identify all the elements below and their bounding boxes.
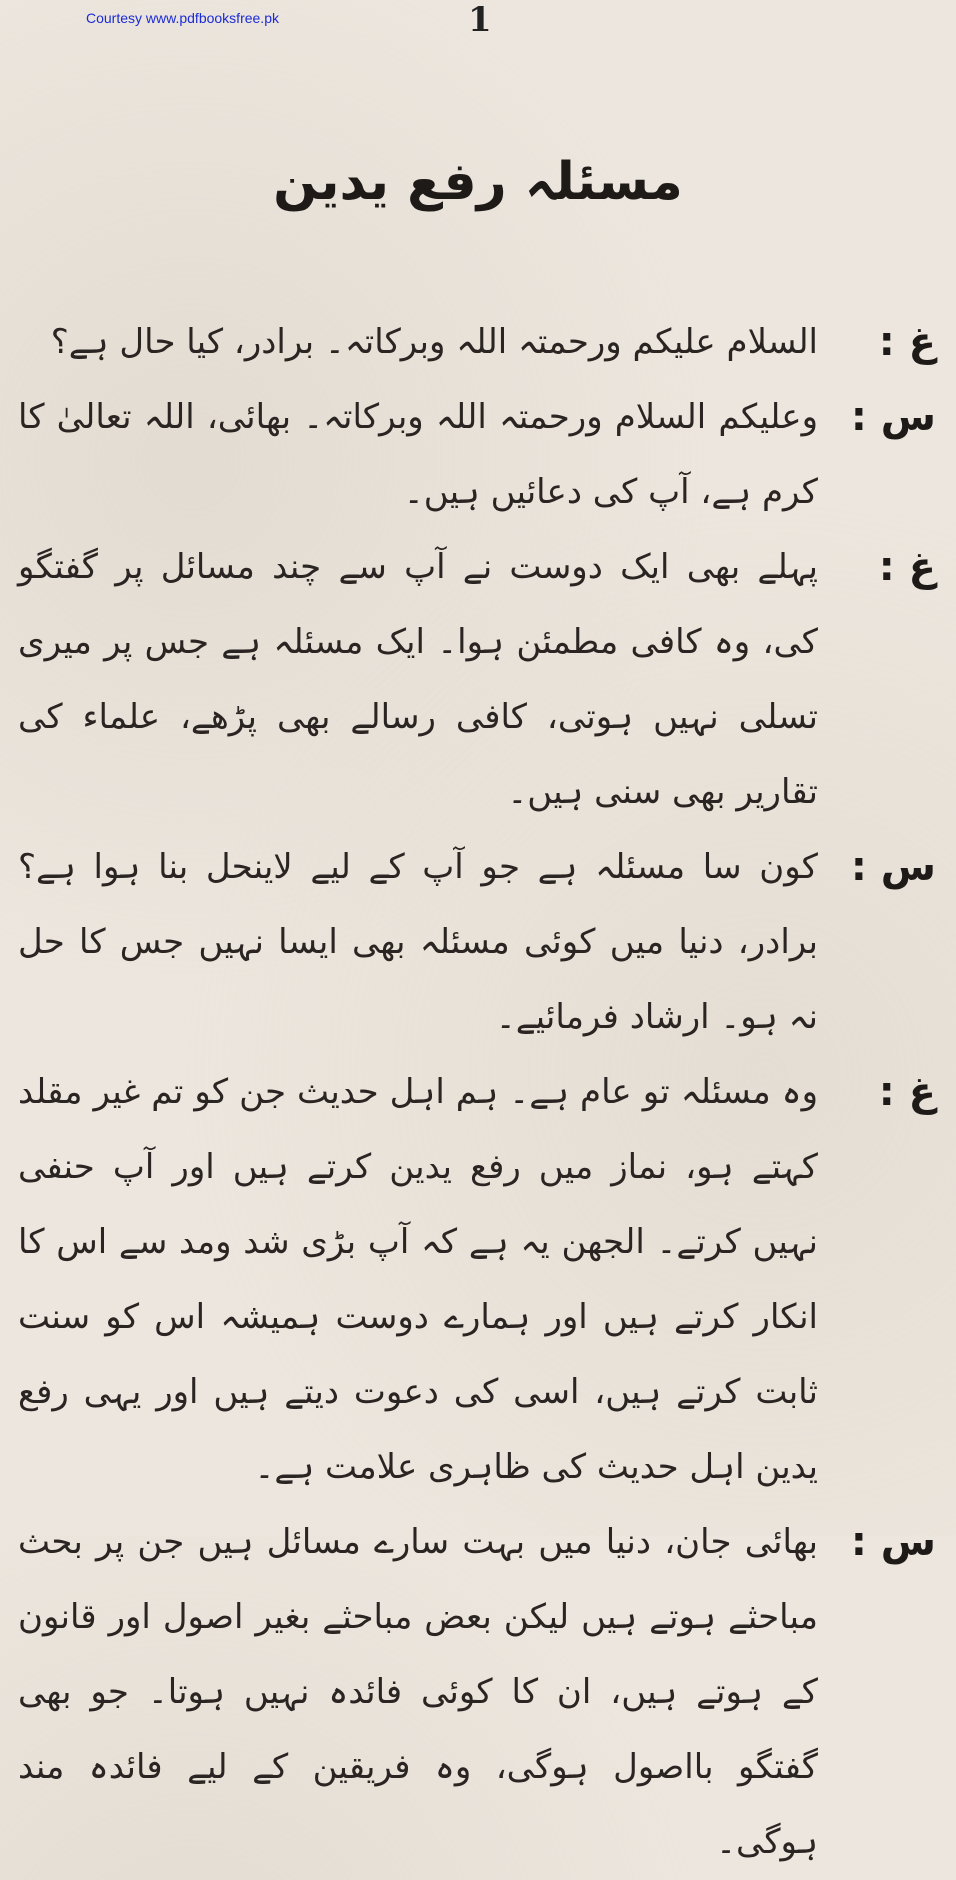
dialogue-text: السلام علیکم ورحمتہ اللہ وبرکاتہ۔ برادر، کیا حال ہے؟ [50,322,818,362]
dialogue-text: وہ مسئلہ تو عام ہے۔ ہم اہل حدیث جن کو تم غیر مقلد کہتے ہو، نماز میں رفع یدین کرتے ہیں اور آپ حنفی نہیں کرتے۔ الجھن یہ ہے کہ آپ بڑی شد ومد سے اس کا انکار کرتے ہیں اور ہمارے دوست ہمیشہ اس کو سنت ثابت کرتے ہیں، اسی کی دعوت دیتے ہیں اور یہی رفع یدین اہل حدیث کی ظاہری علامت ہے۔ [18,1072,818,1487]
dialogue-text: پہلے بھی ایک دوست نے آپ سے چند مسائل پر گفتگو کی، وہ کافی مطمئن ہوا۔ ایک مسئلہ ہے جس پر میری تسلی نہیں ہوتی، کافی رسالے بھی پڑھے، علماء کی تقاریر بھی سنی ہیں۔ [18,547,818,812]
chapter-title: مسئلہ رفع یدین [273,152,683,212]
dialogue-text: وعلیکم السلام ورحمتہ اللہ وبرکاتہ۔ بھائی، اللہ تعالیٰ کا کرم ہے، آپ کی دعائیں ہیں۔ [18,397,818,512]
courtesy-link[interactable]: Courtesy www.pdfbooksfree.pk [86,10,279,26]
speaker-label: غ : [878,319,936,365]
dialogue-entry [18,530,936,830]
dialogue-entry [18,830,936,1055]
dialogue-entry [18,305,936,380]
page-number: 1 [468,0,492,40]
dialogue-text: بھائی جان، دنیا میں بہت سارے مسائل ہیں جن پر بحث مباحثے ہوتے ہیں لیکن بعض مباحثے بغیر اصول اور قانون کے ہوتے ہیں، ان کا کوئی فائدہ نہیں ہوتا۔ جو بھی گفتگو بااصول ہوگی، وہ فریقین کے لیے فائدہ مند ہوگی۔ [18,1522,818,1862]
speaker-label: غ : [878,544,936,590]
dialogue-entry [18,380,936,530]
dialogue-entry [18,1505,936,1880]
speaker-label: س : [850,394,936,440]
speaker-label: س : [850,844,936,890]
speaker-label: غ : [878,1069,936,1115]
speaker-label: س : [850,1519,936,1565]
dialogue-body [18,305,936,1880]
dialogue-text: کون سا مسئلہ ہے جو آپ کے لیے لاینحل بنا ہوا ہے؟ برادر، دنیا میں کوئی مسئلہ بھی ایسا نہیں جس کا حل نہ ہو۔ ارشاد فرمائیے۔ [18,847,818,1037]
dialogue-entry [18,1055,936,1505]
